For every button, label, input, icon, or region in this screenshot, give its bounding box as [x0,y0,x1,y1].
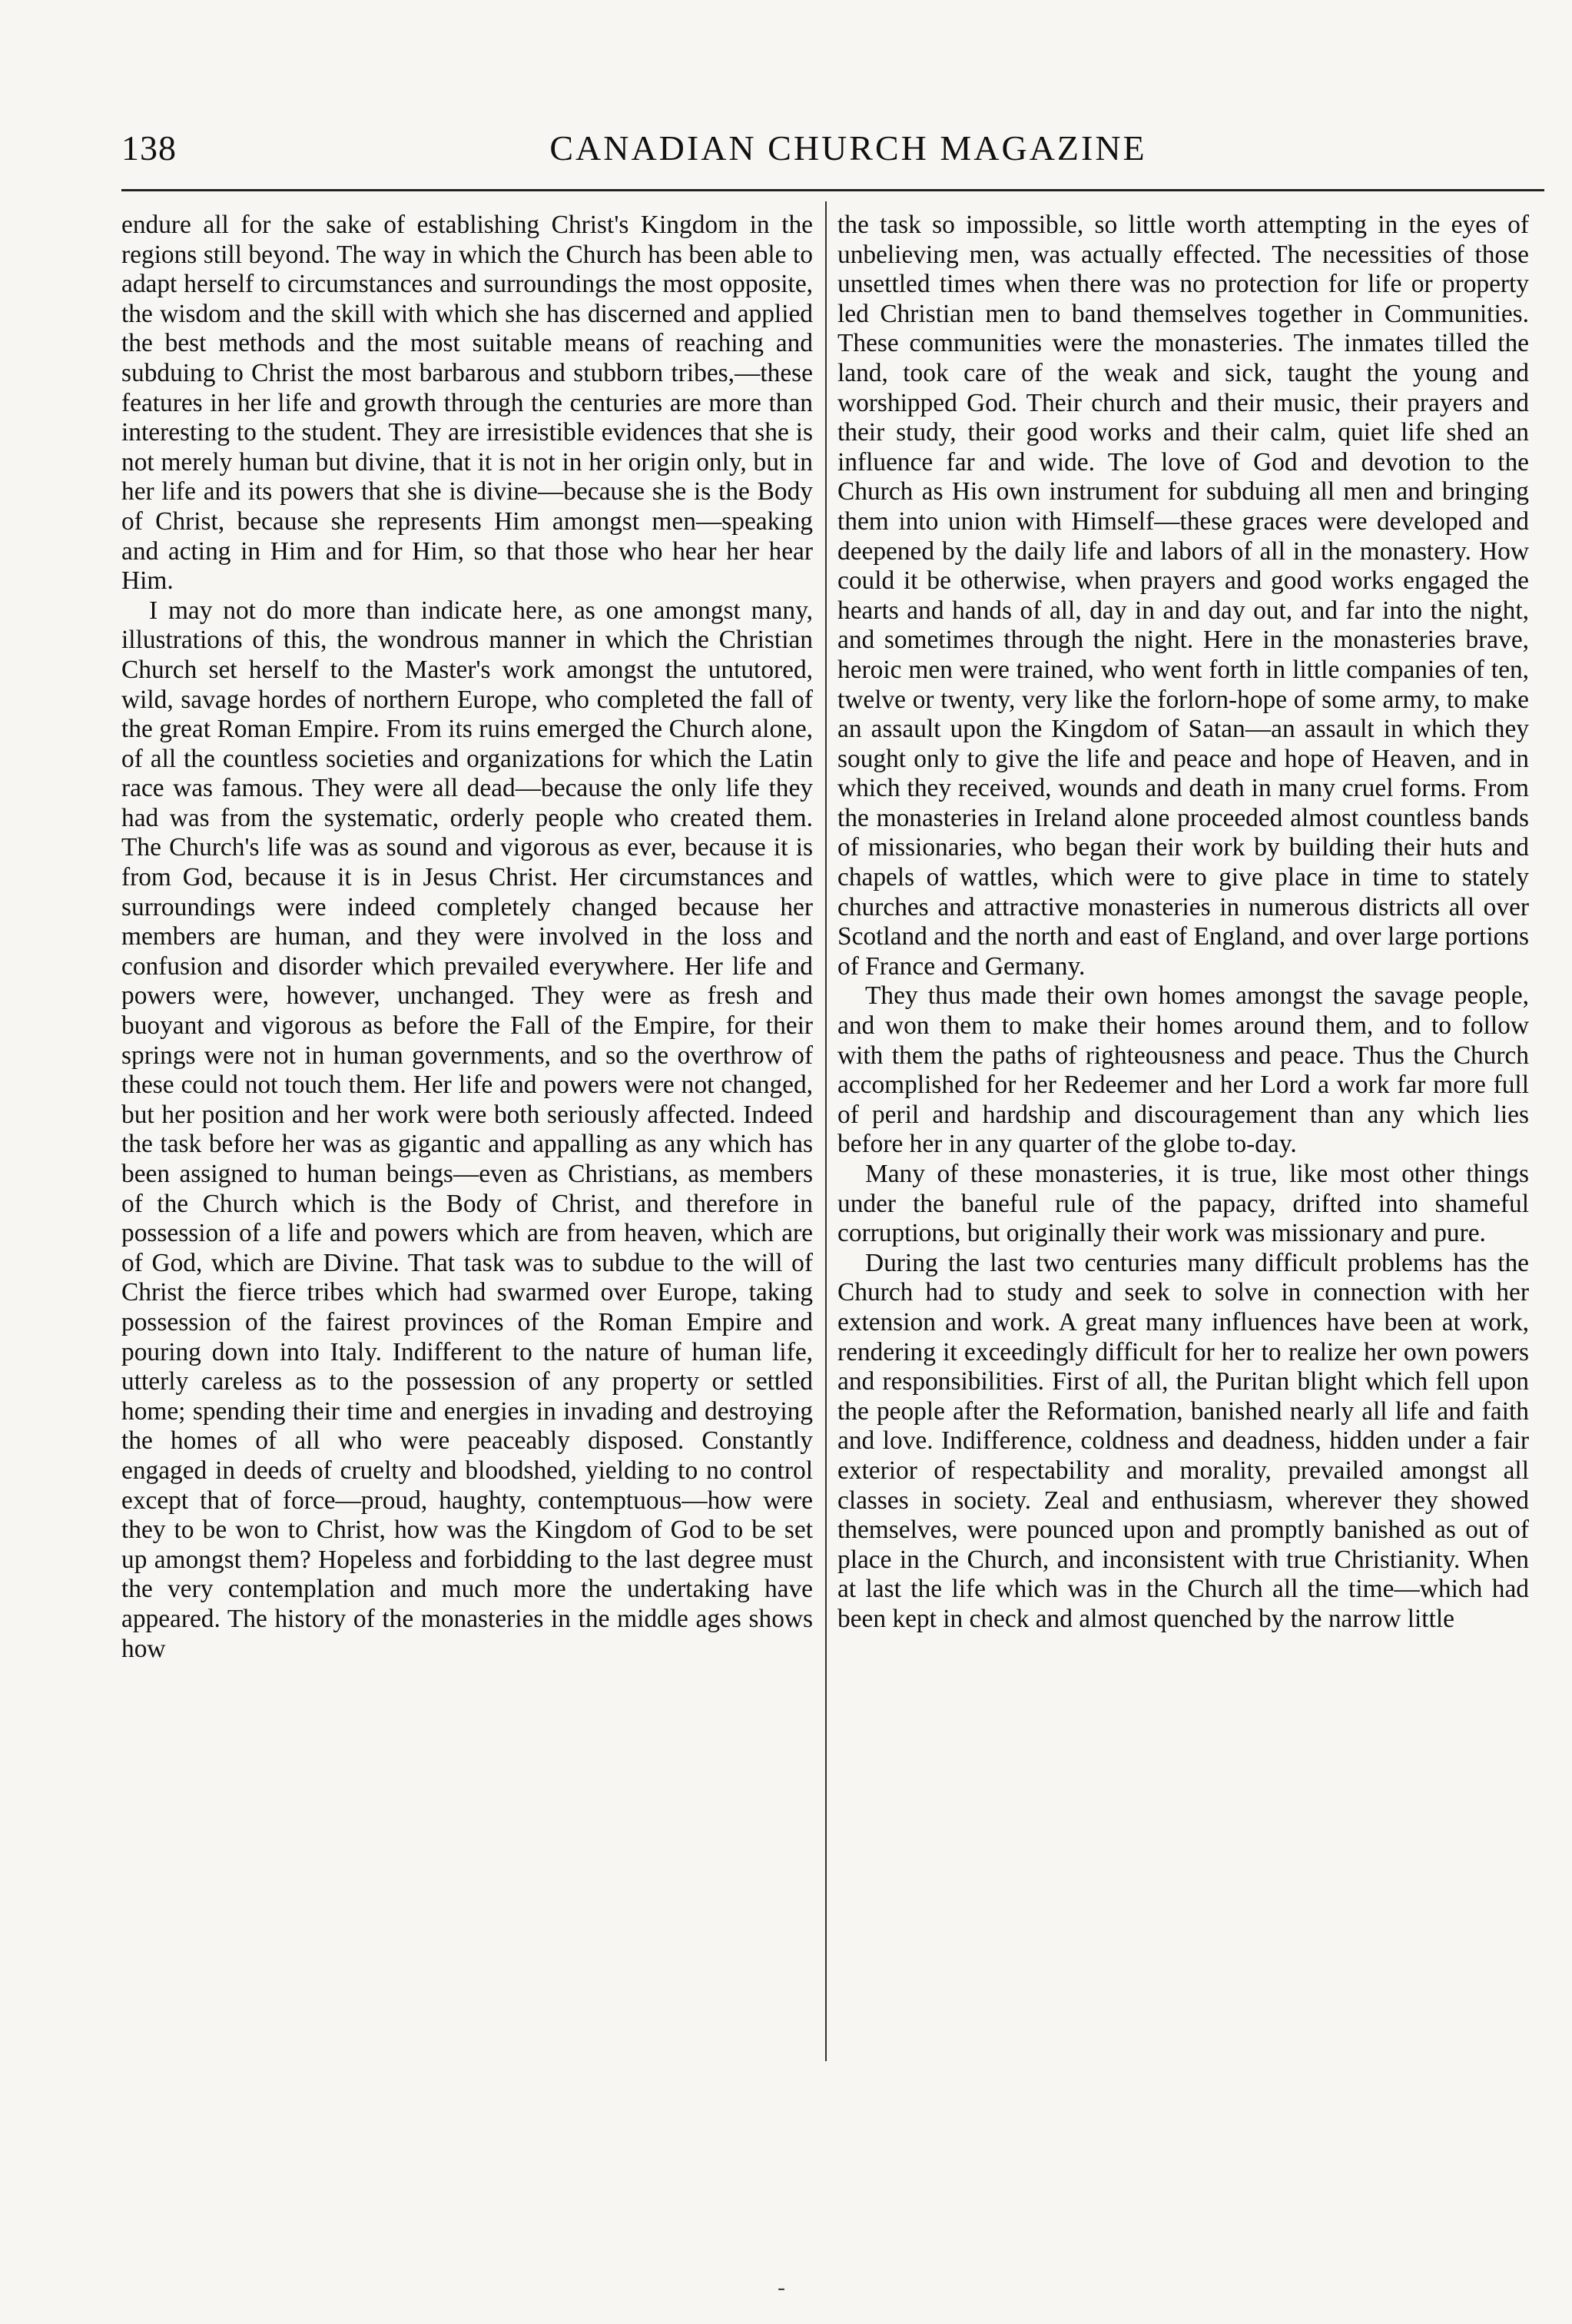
paragraph: I may not do more than indicate here, as one amongst many, illustrations of this, the wondrous manner in which the Christian Church set herself to the Master's work amongst the untutored, wild, savage hordes of northern Europe, who completed the fall of the great Roman Empire. From its ruins emerged the Church alone, of all the countless societies and organizations for which the Latin race was famous. They were all dead—because the only life they had was from the systematic, orderly people who created them. The Church's life was as sound and vigorous as ever, because it is from God, because it is in Jesus Christ. Her circumstances and surroundings were indeed completely changed because her members are human, and they were involved in the loss and confusion and disorder which prevailed everywhere. Her life and powers were, however, unchanged. They were as fresh and buoyant and vigorous as before the Fall of the Empire, for their springs were not in human governments, and so the overthrow of these could not touch them. Her life and powers were not changed, but her position and her work were both seriously affected. Indeed the task before her was as gigantic and appalling as any which has been assigned to human beings—even as Christians, as members of the Church which is the Body of Christ, and therefore in possession of a life and powers which are from heaven, which are of God, which are Divine. That task was to subdue to the will of Christ the fierce tribes which had swarmed over Europe, taking possession of the fairest provinces of the Roman Empire and pouring down into Italy. Indifferent to the nature of human life, utterly careless as to the possession of any property or settled home; spending their time and energies in invading and destroying the homes of all who were peaceably disposed. Constantly engaged in deeds of cruelty and bloodshed, yielding to no control except that of force—proud, haughty, contemptuous—how were they to be won to Christ, how was the Kingdom of God to be set up amongst them? Hopeless and forbidding to the last degree must the very contemplation and much more the undertaking have appeared. The history of the monasteries in the middle ages shows how [121,596,813,1663]
paragraph: the task so impossible, so little worth attempting in the eyes of unbelieving men, was actually effected. The necessities of those unsettled times when there was no protection for life or property led Christian men to band themselves together in Communities. These communities were the monasteries. The inmates tilled the land, took care of the weak and sick, taught the young and worshipped God. Their church and their music, their prayers and their study, their good works and their calm, quiet life shed an influence far and wide. The love of God and devotion to the Church as His own instrument for subduing all men and bringing them into union with Himself—these graces were developed and deepened by the daily life and labors of all in the monastery. How could it be otherwise, when prayers and good works engaged the hearts and hands of all, day in and day out, and far into the night, and sometimes through the night. Here in the monasteries brave, heroic men were trained, who went forth in little companies of ten, twelve or twenty, very like the forlorn-hope of some army, to make an assault upon the Kingdom of Satan—an assault in which they sought only to give the life and peace and hope of Heaven, and in which they received, wounds and death in many cruel forms. From the monasteries in Ireland alone proceeded almost countless bands of missionaries, who began their work by building their huts and chapels of wattles, which were to give place in time to stately churches and attractive monasteries in numerous districts all over Scotland and the north and east of England, and over large portions of France and Germany. [837,211,1529,981]
page-number: 138 [121,128,177,168]
footer-mark: - [778,2275,785,2300]
paragraph: endure all for the sake of establishing Christ's Kingdom in the regions still beyond. The way in which the Church has been able to adapt herself to circumstances and surroundings the most opposite, the wisdom and the skill with which she has discerned and applied the best methods and the most suitable means of reaching and subduing to Christ the most barbarous and stubborn tribes,—these features in her life and growth through the centuries are more than interesting to the student. They are irresistible evidences that she is not merely human but divine, that it is not in her origin only, but in her life and its powers that she is divine—because she is the Body of Christ, because she represents Him amongst men—speaking and acting in Him and for Him, so that those who hear her hear Him. [121,211,813,596]
paragraph: During the last two centuries many difficult problems has the Church had to study and seek to solve in connection with her extension and work. A great many influences have been at work, rendering it exceedingly difficult for her to realize her own powers and responsibilities. First of all, the Puritan blight which fell upon the people after the Reformation, banished nearly all life and faith and love. Indifference, coldness and deadness, hidden under a fair exterior of respectability and morality, prevailed amongst all classes in society. Zeal and enthusiasm, wherever they showed themselves, were pounced upon and promptly banished as out of place in the Church, and inconsistent with true Christianity. When at last the life which was in the Church all the time—which had been kept in check and almost quenched by the narrow little [837,1248,1529,1633]
running-title: CANADIAN CHURCH MAGAZINE [549,128,1147,168]
left-column [121,211,813,1664]
right-column [837,211,1529,1635]
column-divider [825,201,827,2061]
paragraph: Many of these monasteries, it is true, like most other things under the baneful rule of the papacy, drifted into shameful corruptions, but originally their work was missionary and pure. [837,1160,1529,1248]
header-rule [121,189,1544,191]
paragraph: They thus made their own homes amongst the savage people, and won them to make their homes around them, and to follow with them the paths of righteousness and peace. Thus the Church accomplished for her Redeemer and her Lord a work far more full of peril and hardship and discouragement than any which lies before her in any quarter of the globe to-day. [837,981,1529,1159]
page-header [121,128,1544,181]
